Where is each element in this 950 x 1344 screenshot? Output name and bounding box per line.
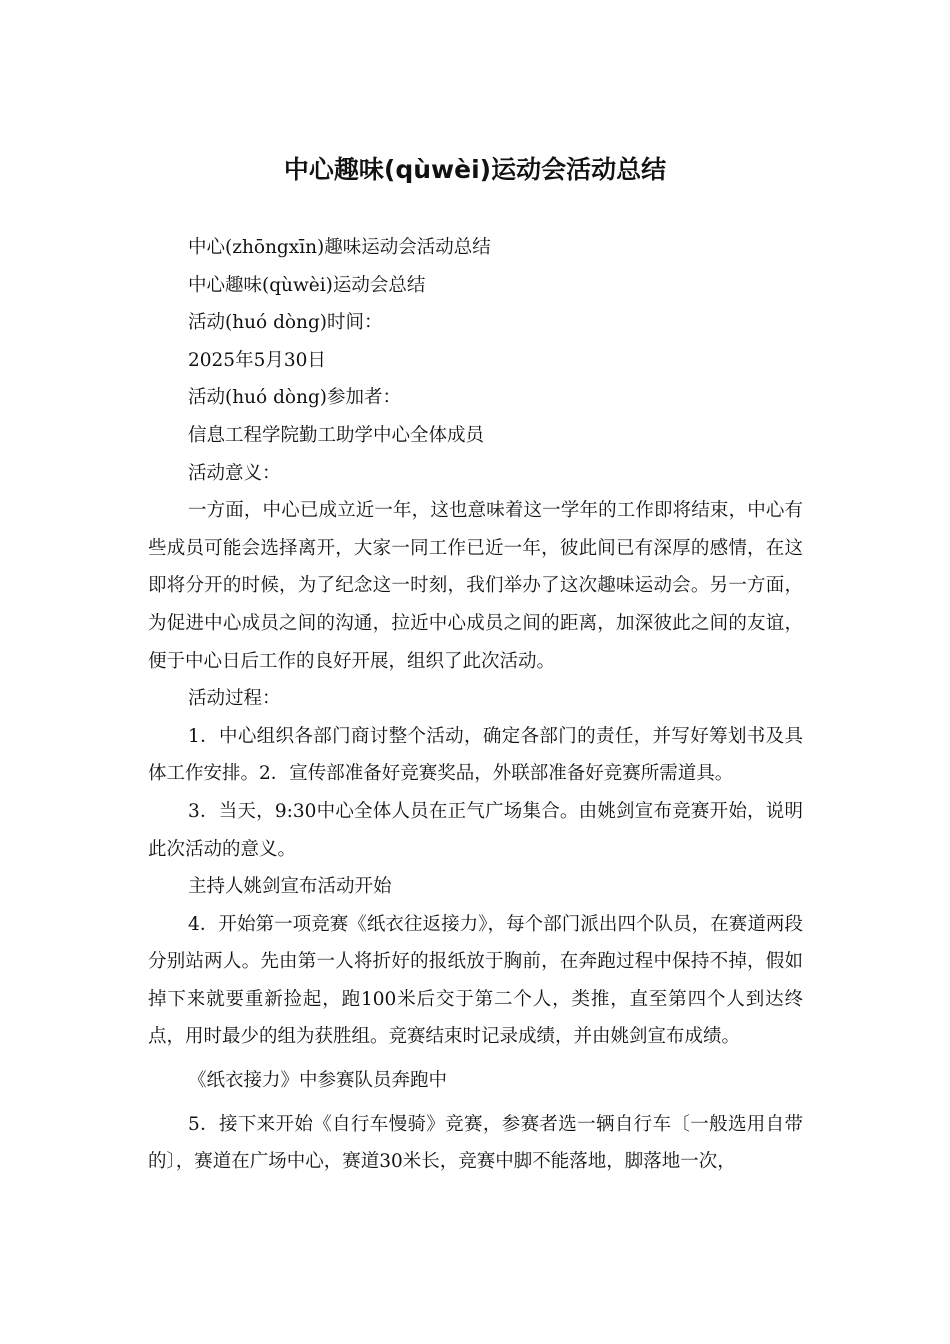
paragraph: 中心(zhōngxīn)趣味运动会活动总结 bbox=[188, 237, 491, 258]
paragraph: 活动(huó dòng)时间： bbox=[188, 312, 383, 334]
document-body bbox=[148, 229, 803, 1181]
paragraph: 3．当天，9:30中心全体人员在正气广场集合。由姚剑宣布竞赛开始，说明此次活动的意义。 bbox=[148, 800, 803, 860]
paragraph: 信息工程学院勤工助学中心全体成员 bbox=[188, 424, 485, 446]
paragraph: 活动意义： bbox=[188, 462, 281, 484]
paragraph: 5．接下来开始《自行车慢骑》竞赛，参赛者选一辆自行车〔一般选用自带的〕，赛道在广场中心，赛道30米长，竞赛中脚不能落地，脚落地一次， bbox=[148, 1113, 803, 1173]
paragraph: 4．开始第一项竞赛《纸衣往返接力》，每个部门派出四个队员，在赛道两段分别站两人。先由第一人将折好的报纸放于胸前，在奔跑过程中保持不掉，假如掉下来就要重新捡起，跑100米后交于第二个人，类推，直至第四个人到达终点，用时最少的组为获胜组。竞赛结束时记录成绩，并由姚剑宣布成绩。 bbox=[148, 913, 803, 1048]
paragraph: 1．中心组织各部门商讨整个活动，确定各部门的责任，并写好筹划书及具体工作安排。2．宣传部准备好竞赛奖品，外联部准备好竞赛所需道具。 bbox=[148, 725, 803, 785]
photo-caption: 《纸衣接力》中参赛队员奔跑中 bbox=[188, 1070, 448, 1092]
paragraph: 2025年5月30日 bbox=[188, 349, 326, 371]
paragraph: 一方面，中心已成立近一年，这也意味着这一学年的工作即将结束，中心有些成员可能会选择离开，大家一同工作已近一年，彼此间已有深厚的感情，在这即将分开的时候，为了纪念这一时刻，我们举办了这次趣味运动会。另一方面，为促进中心成员之间的沟通，拉近中心成员之间的距离，加深彼此之间的友谊，便于中心日后工作的良好开展，组织了此次活动。 bbox=[148, 500, 803, 672]
paragraph: 活动(huó dòng)参加者： bbox=[188, 387, 402, 409]
document-title: 中心趣味(qùwèi)运动会活动总结 bbox=[283, 155, 667, 184]
paragraph: 中心趣味(qùwèi)运动会总结 bbox=[188, 274, 426, 296]
paragraph: 主持人姚剑宣布活动开始 bbox=[188, 876, 392, 898]
paragraph: 活动过程： bbox=[188, 688, 281, 710]
